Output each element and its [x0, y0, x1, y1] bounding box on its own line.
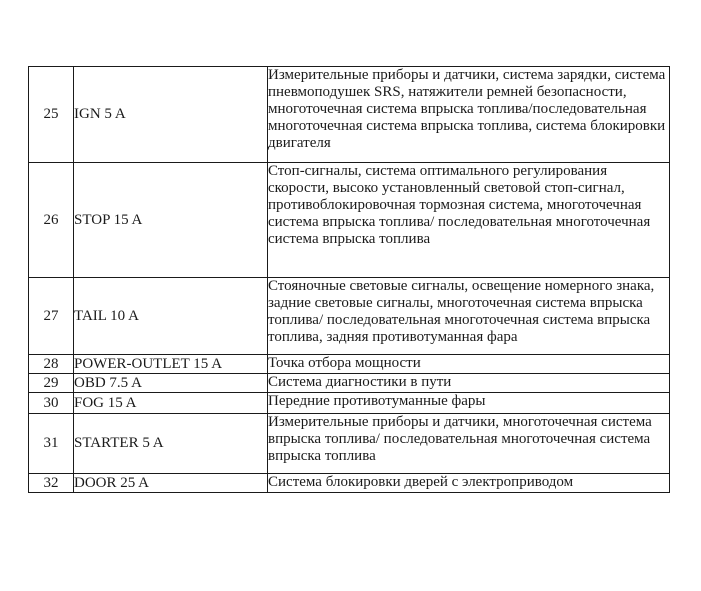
fuse-number: 29 — [29, 374, 74, 393]
fuse-label: STOP 15 A — [74, 163, 268, 278]
fuse-label: DOOR 25 A — [74, 474, 268, 493]
fuse-number: 31 — [29, 414, 74, 474]
fuse-description: Система диагностики в пути — [268, 374, 670, 393]
fuse-number: 26 — [29, 163, 74, 278]
fuse-description: Измерительные приборы и датчики, многоточечная система впрыска топлива/ последовательная многоточечная система впрыска топлива — [268, 414, 670, 474]
table-row — [29, 474, 670, 493]
table-row — [29, 414, 670, 474]
fuse-description: Система блокировки дверей с электроприводом — [268, 474, 670, 493]
fuse-label: FOG 15 A — [74, 393, 268, 414]
fuse-label: OBD 7.5 A — [74, 374, 268, 393]
table-row — [29, 393, 670, 414]
fuse-description: Передние противотуманные фары — [268, 393, 670, 414]
fuse-table-body — [29, 67, 670, 493]
fuse-number: 25 — [29, 67, 74, 163]
fuse-number: 27 — [29, 278, 74, 355]
fuse-description: Стоп-сигналы, система оптимального регулирования скорости, высоко установленный световой стоп-сигнал, противоблокировочная тормозная система, многоточечная система впрыска топлива/ последовательная многоточечная система впрыска топлива — [268, 163, 670, 278]
fuse-number: 32 — [29, 474, 74, 493]
fuse-description: Точка отбора мощности — [268, 355, 670, 374]
fuse-number: 28 — [29, 355, 74, 374]
table-row — [29, 278, 670, 355]
fuse-label: TAIL 10 A — [74, 278, 268, 355]
table-row — [29, 163, 670, 278]
fuse-table — [28, 66, 670, 493]
fuse-number: 30 — [29, 393, 74, 414]
fuse-label: STARTER 5 A — [74, 414, 268, 474]
fuse-description: Стояночные световые сигналы, освещение номерного знака, задние световые сигналы, многоточечная система впрыска топлива/ последовательная многоточечная система впрыска топлива, задняя противотуманная фара — [268, 278, 670, 355]
table-row — [29, 374, 670, 393]
fuse-description: Измерительные приборы и датчики, система зарядки, система пневмоподушек SRS, натяжители ремней безопасности, многоточечная система впрыска топлива/последовательная многоточечная система впрыска топлива, система блокировки двигателя — [268, 67, 670, 163]
table-row — [29, 355, 670, 374]
fuse-label: POWER-OUTLET 15 A — [74, 355, 268, 374]
fuse-label: IGN 5 A — [74, 67, 268, 163]
table-row — [29, 67, 670, 163]
